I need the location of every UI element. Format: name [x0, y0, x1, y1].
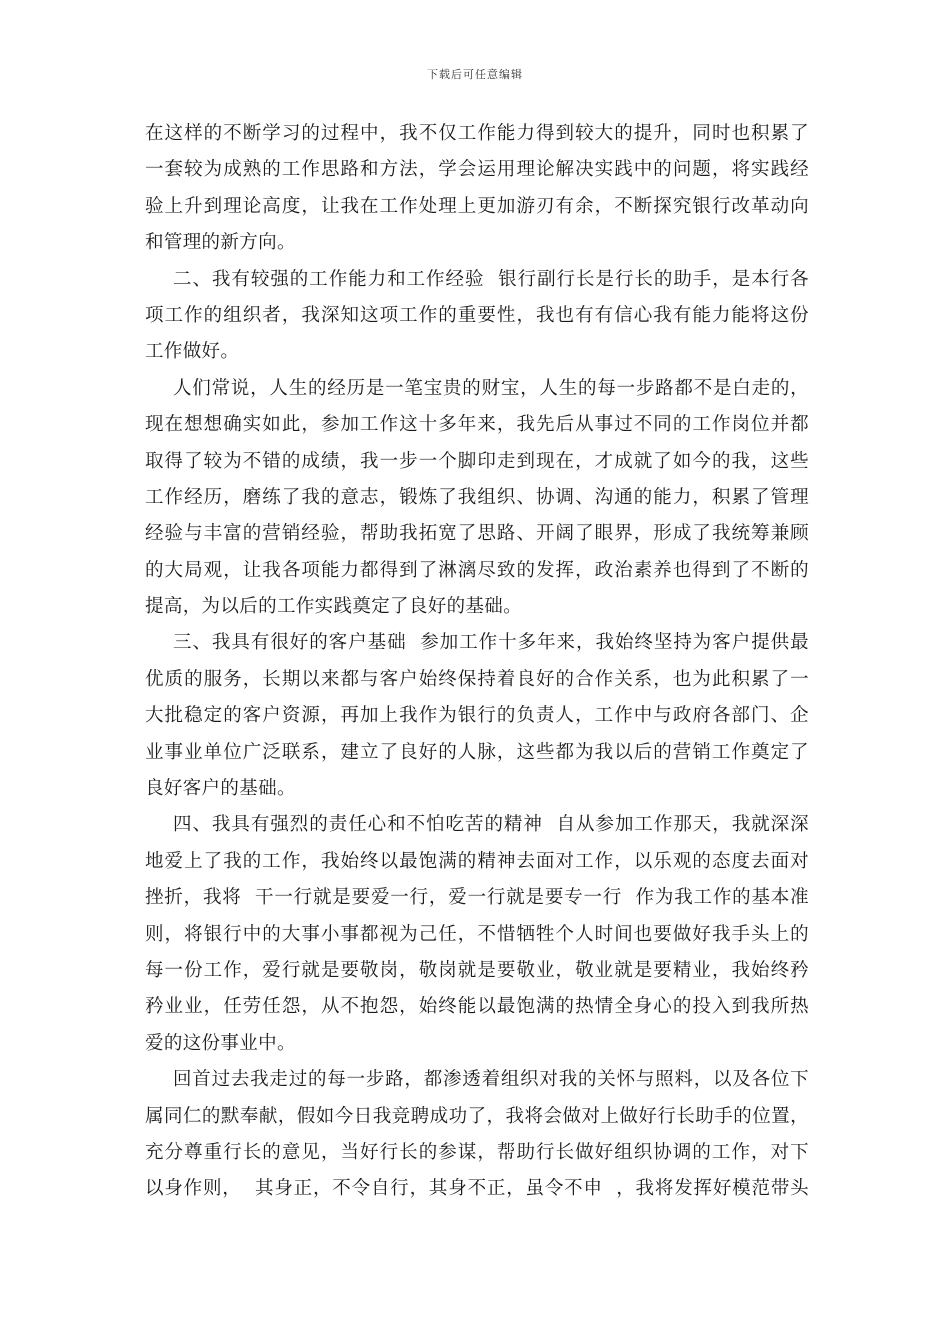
text-line: 四、我具有强烈的责任心和不怕吃苦的精神 自从参加工作那天，我就深深 — [173, 814, 809, 836]
text-line: 以身作则， 其身正，不令自行，其身不正，虽令不申 ，我将发挥好模范带头 — [145, 1178, 809, 1200]
text-line: 爱的这份事业中。 — [145, 1032, 296, 1054]
text-line: 工作经历，磨练了我的意志，锻炼了我组织、协调、沟通的能力，积累了管理 — [145, 486, 809, 508]
text-line: 和管理的新方向。 — [145, 232, 296, 254]
text-line: 经验与丰富的营销经验，帮助我拓宽了思路、开阔了眼界，形成了我统筹兼顾 — [145, 523, 809, 545]
text-line: 属同仁的默奉献，假如今日我竞聘成功了，我将会做对上做好行长助手的位置， — [145, 1105, 809, 1127]
text-line: 验上升到理论高度，让我在工作处理上更加游刃有余，不断探究银行改革动向 — [145, 195, 809, 217]
text-line: 大批稳定的客户资源，再加上我作为银行的负责人，工作中与政府各部门、企 — [145, 705, 809, 727]
text-line: 工作做好。 — [145, 341, 240, 363]
text-line: 优质的服务，长期以来都与客户始终保持着良好的合作关系，也为此积累了一 — [145, 668, 809, 690]
text-line: 每一份工作，爱行就是要敬岗，敬岗就是要敬业，敬业就是要精业，我始终矜 — [145, 959, 809, 981]
page-header: 下载后可任意编辑 — [427, 68, 523, 81]
text-line: 取得了较为不错的成绩，我一步一个脚印走到现在，才成就了如今的我，这些 — [145, 450, 809, 472]
text-line: 项工作的组织者，我深知这项工作的重要性，我也有有信心我有能力能将这份 — [145, 304, 809, 326]
text-line: 矜业业，任劳任怨，从不抱怨，始终能以最饱满的热情全身心的投入到我所热 — [145, 996, 809, 1018]
text-line: 提高，为以后的工作实践奠定了良好的基础。 — [145, 596, 523, 618]
text-line: 回首过去我走过的每一步路，都渗透着组织对我的关怀与照料，以及各位下 — [173, 1069, 809, 1091]
document-body — [145, 116, 809, 1208]
text-line: 一套较为成熟的工作思路和方法，学会运用理论解决实践中的问题，将实践经 — [145, 159, 809, 181]
text-line: 挫折，我将 干一行就是要爱一行，爱一行就是要专一行 作为我工作的基本准 — [145, 887, 809, 909]
text-line: 二、我有较强的工作能力和工作经验 银行副行长是行长的助手，是本行各 — [173, 268, 809, 290]
text-line: 充分尊重行长的意见，当好行长的参谋，帮助行长做好组织协调的工作，对下 — [145, 1141, 809, 1163]
text-line: 现在想想确实如此，参加工作这十多年来，我先后从事过不同的工作岗位并都 — [145, 414, 809, 436]
text-line: 业事业单位广泛联系，建立了良好的人脉，这些都为我以后的营销工作奠定了 — [145, 741, 809, 763]
text-line: 在这样的不断学习的过程中，我不仅工作能力得到较大的提升，同时也积累了 — [145, 123, 809, 144]
text-line: 地爱上了我的工作，我始终以最饱满的精神去面对工作，以乐观的态度去面对 — [145, 850, 809, 872]
text-line: 则，将银行中的大事小事都视为己任，不惜牺牲个人时间也要做好我手头上的 — [145, 923, 809, 945]
text-line: 三、我具有很好的客户基础 参加工作十多年来，我始终坚持为客户提供最 — [173, 632, 809, 654]
text-line: 良好客户的基础。 — [145, 778, 296, 800]
text-line: 的大局观，让我各项能力都得到了淋漓尽致的发挥，政治素养也得到了不断的 — [145, 559, 809, 581]
text-line: 人们常说，人生的经历是一笔宝贵的财宝，人生的每一步路都不是白走的， — [173, 377, 809, 399]
